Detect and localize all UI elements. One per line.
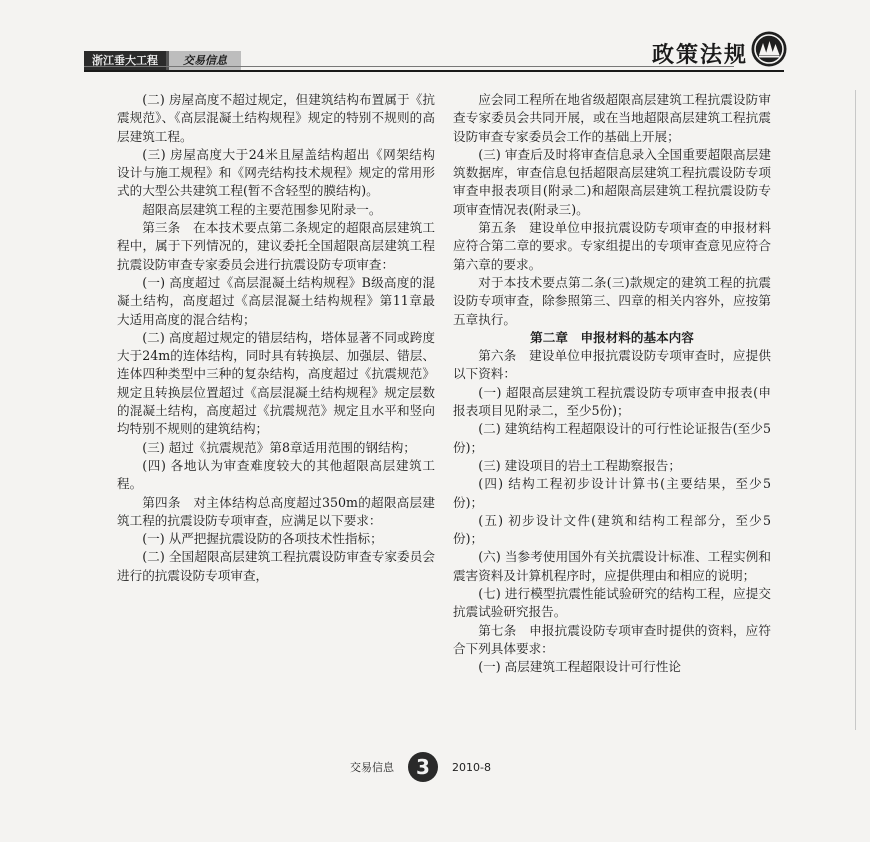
paragraph: 对于本技术要点第二条(三)款规定的建筑工程的抗震设防专项审查，除参照第三、四章的相关内容外，应按第五章执行。 xyxy=(453,274,771,327)
paragraph: (一) 高度超过《高层混凝土结构规程》B级高度的混凝土结构，高度超过《高层混凝土结构规程》第11章最大适用高度的混合结构； xyxy=(117,274,435,327)
header-badges xyxy=(84,50,384,70)
paragraph: (二) 高度超过规定的错层结构，塔体显著不同或跨度大于24m的连体结构，同时具有转换层、加强层、错层、连体四种类型中三种的复杂结构，高度超过《抗震规范》规定且转换层位置超过《高层混凝土结构规程》规定层数的混凝土结构，高度超过《抗震规范》规定且水平和竖向均特别不规则的建筑结构； xyxy=(117,329,435,437)
footer-publication: 交易信息 xyxy=(350,761,394,774)
paragraph: (三) 审查后及时将审查信息录入全国重要超限高层建筑数据库，审查信息包括超限高层建筑工程抗震设防专项审查申报表项目(附录二)和超限高层建筑工程抗震设防专项审查情况表(附录三)。 xyxy=(453,146,771,217)
header-rule xyxy=(84,70,784,72)
paragraph: (三) 房屋高度大于24米且屋盖结构超出《网架结构设计与施工规程》和《网壳结构技术规程》规定的常用形式的大型公共建筑工程(暂不含轻型的膜结构)。 xyxy=(117,146,435,199)
paragraph: 第七条 申报抗震设防专项审查时提供的资料，应符合下列具体要求： xyxy=(453,622,771,656)
publisher-badge: 浙江垂大工程 xyxy=(84,51,166,70)
right-column-bottom xyxy=(453,347,771,676)
magazine-badge: 交易信息 xyxy=(166,51,241,70)
paragraph: (六) 当参考使用国外有关抗震设计标准、工程实例和震害资料及计算机程序时，应提供理由和相应的说明； xyxy=(453,549,771,583)
page-number: 3 xyxy=(408,752,438,782)
paragraph: (一) 高层建筑工程超限设计可行性论 xyxy=(478,659,681,675)
chapter-heading: 第二章 申报材料的基本内容 xyxy=(530,329,694,345)
footer xyxy=(350,750,491,784)
paragraph: (二) 房屋高度不超过规定，但建筑结构布置属于《抗震规范》、《高层混凝土结构规程》规定的特别不规则的高层建筑工程。 xyxy=(117,92,435,144)
paragraph: 超限高层建筑工程的主要范围参见附录一。 xyxy=(142,201,382,217)
paragraph: (三) 超过《抗震规范》第8章适用范围的钢结构； xyxy=(142,439,416,455)
paragraph: (三) 建设项目的岩土工程勘察报告； xyxy=(478,457,681,473)
section-title: 政策法规 xyxy=(651,43,748,68)
paragraph: (五) 初步设计文件(建筑和结构工程部分，至少5份)； xyxy=(453,512,771,547)
right-column xyxy=(453,91,771,677)
paragraph: (七) 进行模型抗震性能试验研究的结构工程，应提交抗震试验研究报告。 xyxy=(453,586,771,620)
section-logo-icon xyxy=(750,30,788,68)
paragraph: 应会同工程所在地省级超限高层建筑工程抗震设防审查专家委员会共同开展，或在当地超限高层建筑工程抗震设防审查专家委员会工作的基础上开展； xyxy=(453,92,771,144)
right-column-top xyxy=(453,91,771,329)
paragraph: (四) 结构工程初步设计计算书(主要结果，至少5份)； xyxy=(453,476,771,510)
footer-issue: 2010-8 xyxy=(452,760,491,774)
paragraph: (二) 全国超限高层建筑工程抗震设防审查专家委员会进行的抗震设防专项审查， xyxy=(117,549,435,583)
scan-margin-line xyxy=(855,90,856,730)
paragraph: (二) 建筑结构工程超限设计的可行性论证报告(至少5份)； xyxy=(453,421,771,455)
paragraph: 第五条 建设单位申报抗震设防专项审查的申报材料应符合第二章的要求。专家组提出的专项审查意见应符合第六章的要求。 xyxy=(453,220,771,272)
paragraph: (一) 超限高层建筑工程抗震设防专项审查申报表(申报表项目见附录二，至少5份)； xyxy=(453,384,771,419)
left-column xyxy=(117,91,435,585)
paragraph: 第四条 对主体结构总高度超过350m的超限高层建筑工程的抗震设防专项审查，应满足以下要求： xyxy=(117,494,435,528)
paragraph: 第六条 建设单位申报抗震设防专项审查时，应提供以下资料： xyxy=(453,348,771,382)
paragraph: (四) 各地认为审查难度较大的其他超限高层建筑工程。 xyxy=(117,457,435,492)
paragraph: (一) 从严把握抗震设防的各项技术性指标； xyxy=(142,531,383,547)
paragraph: 第三条 在本技术要点第二条规定的超限高层建筑工程中，属于下列情况的，建议委托全国超限高层建筑工程抗震设防审查专家委员会进行抗震设防专项审查： xyxy=(117,220,435,272)
